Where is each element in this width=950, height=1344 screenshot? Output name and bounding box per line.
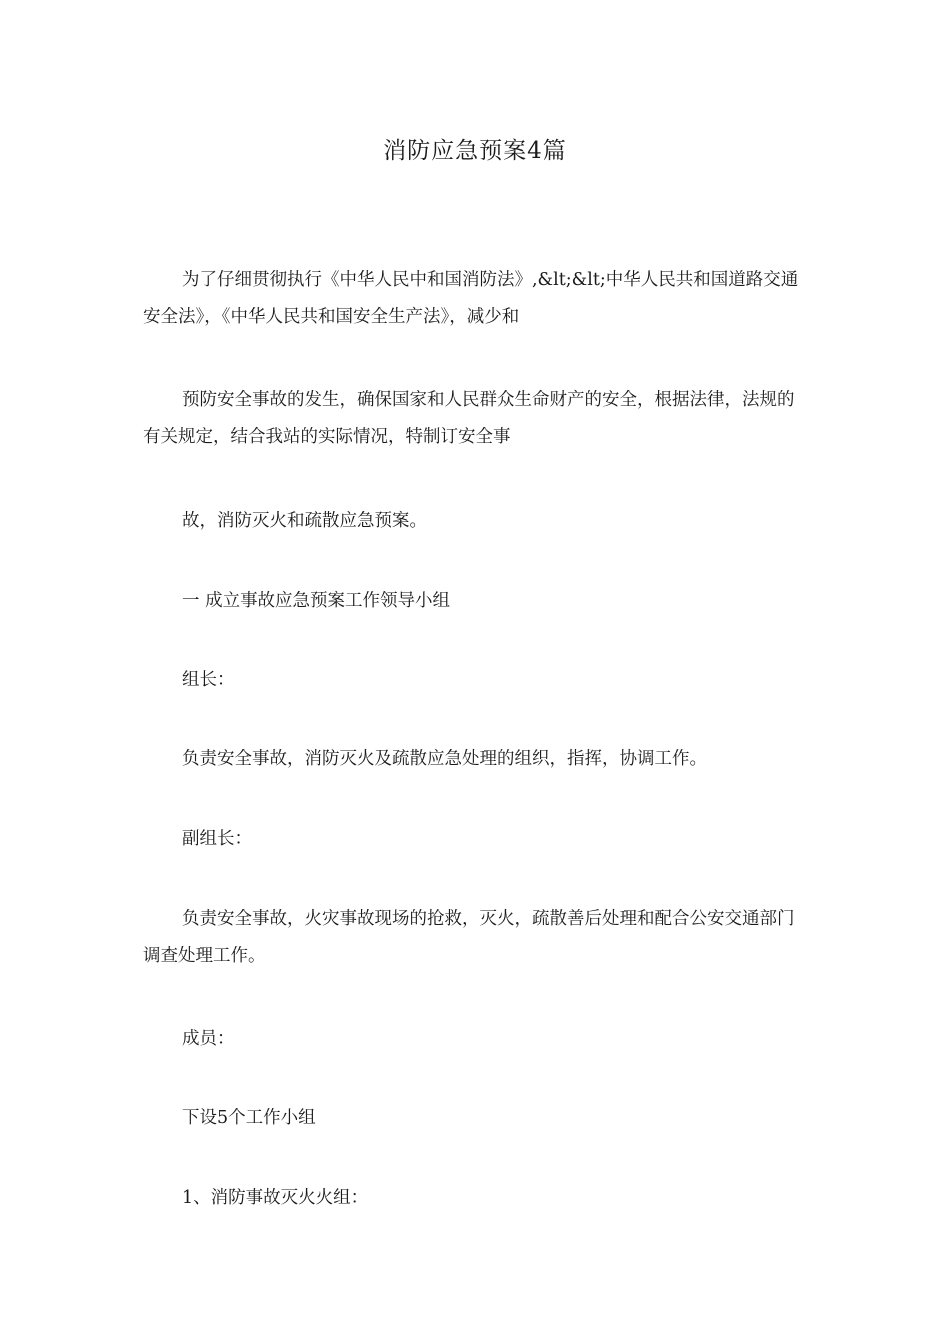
paragraph-subgroups: 下设5个工作小组: [182, 1108, 316, 1128]
section-heading-1: 一 成立事故应急预案工作领导小组: [182, 591, 451, 611]
paragraph-1: 为了仔细贯彻执行《中华人民中和国消防法》,&lt;&lt;中华人民共和国道路交通安全法》，《中华人民共和国安全生产法》，减少和: [143, 270, 799, 327]
paragraph-deputy-leader: 副组长：: [182, 829, 252, 849]
paragraph-members: 成员：: [182, 1029, 235, 1049]
paragraph-group-leader: 组长：: [182, 670, 235, 690]
paragraph-2: 预防安全事故的发生，确保国家和人民群众生命财产的安全，根据法律，法规的有关规定，结合我站的实际情况，特制订安全事: [143, 390, 795, 447]
paragraph-deputy-duty: 负责安全事故，火灾事故现场的抢救，灭火，疏散善后处理和配合公安交通部门调查处理工作。: [143, 909, 795, 966]
paragraph-leader-duty: 负责安全事故，消防灭火及疏散应急处理的组织，指挥，协调工作。: [182, 749, 707, 769]
paragraph-3: 故，消防灭火和疏散应急预案。: [182, 511, 427, 531]
document-title: 消防应急预案4篇: [383, 138, 567, 164]
paragraph-fire-group: 1、消防事故灭火火组：: [182, 1188, 369, 1208]
